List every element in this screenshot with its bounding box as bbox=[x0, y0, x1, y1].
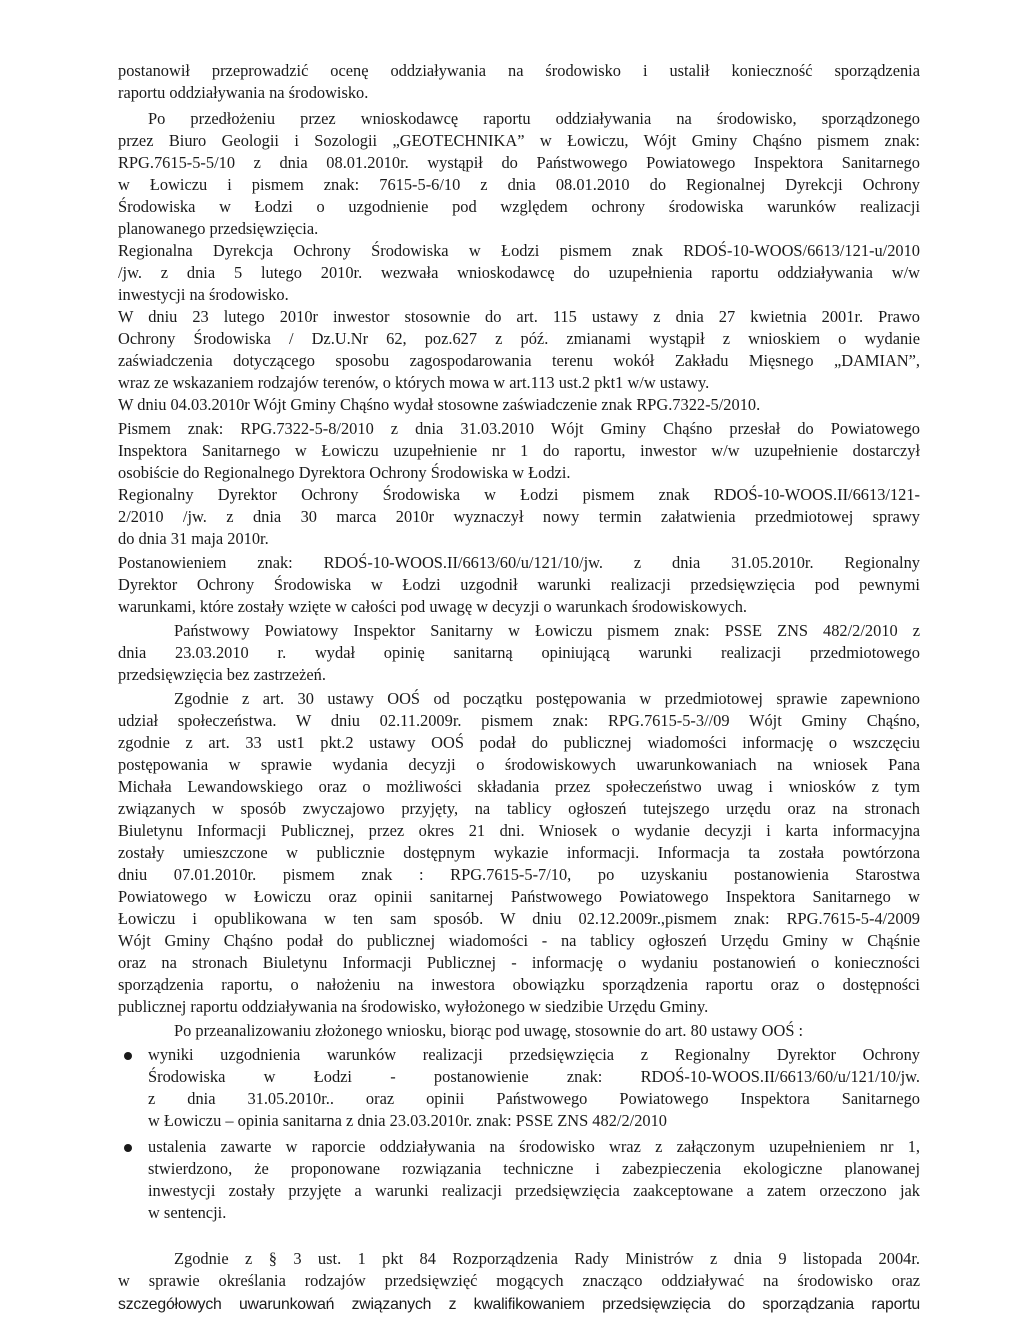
text-line: sporządzenia raportu, o nałożeniu na inwestora obowiązku sporządzenia raportu oraz o dostępności bbox=[118, 975, 920, 994]
text-line: publicznej raportu oddziaływania na środowisko, wyłożonego w siedzibie Urzędu Gminy. bbox=[118, 997, 709, 1016]
text-line: Inspektora Sanitarnego w Łowiczu uzupełnienie nr 1 do raportu, inwestor w/w uzupełnienie dostarczył bbox=[118, 441, 920, 460]
text-line: inwestycji na środowisko. bbox=[118, 285, 289, 304]
text-line: Po przedłożeniu przez wnioskodawcę raportu oddziaływania na środowisko, sporządzonego bbox=[148, 109, 920, 128]
text-line: w Łowiczu i pismem znak: 7615-5-6/10 z dnia 08.01.2010 do Regionalnej Dyrekcji Ochrony bbox=[118, 175, 920, 194]
text-line: przez Biuro Geologii i Sozologii „GEOTECHNIKA” w Łowiczu, Wójt Gminy Chąśno pismem znak: bbox=[118, 131, 920, 150]
text-line: postanowił przeprowadzić ocenę oddziaływania na środowisko i ustalił konieczność sporządzenia bbox=[118, 61, 920, 80]
text-line: 2/2010 /jw. z dnia 30 marca 2010r wyznaczył nowy termin załatwienia przedmiotowej sprawy bbox=[118, 507, 920, 526]
text-line: raportu oddziaływania na środowisko. bbox=[118, 83, 369, 102]
text-line: zostały umieszczone w publicznie dostępnym wykazie informacji. Informacja ta została powtórzona bbox=[118, 843, 920, 862]
text-line: udział społeczeństwa. W dniu 02.11.2009r. pismem znak: RPG.7615-5-3//09 Wójt Gminy Chąśno, bbox=[118, 711, 920, 730]
text-line: Po przeanalizowaniu złożonego wniosku, biorąc pod uwagę, stosownie do art. 80 ustawy OOŚ : bbox=[174, 1021, 804, 1040]
text-line: w sprawie określania rodzajów przedsięwzięć mogących znacząco oddziaływać na środowisko oraz bbox=[118, 1271, 920, 1290]
text-line: Pismem znak: RPG.7322-5-8/2010 z dnia 31.03.2010 Wójt Gminy Chąśno przesłał do Powiatowego bbox=[118, 419, 920, 438]
text-line: w Łowiczu – opinia sanitarna z dnia 23.03.2010r. znak: PSSE ZNS 482/2/2010 bbox=[148, 1111, 667, 1130]
text-line: zaświadczenia dotyczącego sposobu zagospodarowania terenu wokół Zakładu Mięsnego „DAMIAN”, bbox=[118, 351, 920, 370]
text-line: dniu 07.01.2010r. pismem znak : RPG.7615-5-7/10, po uzyskaniu postanowienia Starostwa bbox=[118, 865, 920, 884]
text-line: ustalenia zawarte w raporcie oddziaływania na środowisko wraz z załączonym uzupełnieniem nr 1, bbox=[148, 1137, 920, 1156]
text-line: planowanego przedsięwzięcia. bbox=[118, 219, 319, 238]
text-line: Łowiczu i opublikowana w ten sam sposób. W dniu 02.12.2009r.,pismem znak: RPG.7615-5-4/2009 bbox=[118, 909, 920, 928]
text-line: inwestycji zostały przyjęte a warunki realizacji przedsięwzięcia zaakceptowane a zatem orzeczono jak bbox=[148, 1181, 920, 1200]
text-line: szczegółowych uwarunkowań związanych z kwalifikowaniem przedsięwzięcia do sporządzania raportu bbox=[118, 1296, 920, 1313]
text-line: Środowiska w Łodzi o uzgodnienie pod względem ochrony środowiska warunków realizacji bbox=[118, 197, 920, 216]
text-line: przedsięwzięcia bez zastrzeżeń. bbox=[118, 665, 326, 684]
text-line: osobiście do Regionalnego Dyrektora Ochrony Środowiska w Łodzi. bbox=[118, 463, 571, 482]
text-line: Dyrektor Ochrony Środowiska w Łodzi uzgodnił warunki realizacji przedsięwzięcia pod pewnymi bbox=[118, 575, 920, 594]
text-line: związanych w sposób zwyczajowo przyjęty, na tablicy ogłoszeń tutejszego urzędu oraz na stronach bbox=[118, 799, 920, 818]
text-line: Wójt Gminy Chąśno podał do publicznej wiadomości - na tablicy ogłoszeń Urzędu Gminy w Chąśnie bbox=[118, 931, 920, 950]
text-line: Środowiska w Łodzi - postanowienie znak: RDOŚ-10-WOOS.II/6613/60/u/121/10/jw. bbox=[148, 1067, 920, 1086]
text-line: wraz ze wskazaniem rodzajów terenów, o których mowa w art.113 ust.2 pkt1 w/w ustawy. bbox=[118, 373, 710, 392]
text-line: postępowania w sprawie wydania decyzji o środowiskowych uwarunkowaniach na wniosek Pana bbox=[118, 755, 920, 774]
text-line: warunkami, które zostały wzięte w całości pod uwagę w decyzji o warunkach środowiskowych. bbox=[118, 597, 748, 616]
text-line: W dniu 23 lutego 2010r inwestor stosownie do art. 115 ustawy z dnia 27 kwietnia 2001r. Prawo bbox=[118, 307, 920, 326]
text-line: Regionalny Dyrektor Ochrony Środowiska w Łodzi pismem znak RDOŚ-10-WOOS.II/6613/121- bbox=[118, 485, 920, 504]
text-line: Postanowieniem znak: RDOŚ-10-WOOS.II/6613/60/u/121/10/jw. z dnia 31.05.2010r. Regionalny bbox=[118, 553, 920, 572]
text-line: Biuletynu Informacji Publicznej, przez okres 21 dni. Wniosek o wydanie decyzji i karta informacyjna bbox=[118, 821, 920, 840]
text-line: z dnia 31.05.2010r.. oraz opinii Państwowego Powiatowego Inspektora Sanitarnego bbox=[148, 1089, 920, 1108]
text-line: Zgodnie z art. 30 ustawy OOŚ od początku postępowania w przedmiotowej sprawie zapewniono bbox=[174, 689, 920, 708]
bullet-icon bbox=[124, 1144, 132, 1152]
text-line: RPG.7615-5-5/10 z dnia 08.01.2010r. wystąpił do Państwowego Powiatowego Inspektora Sanitarnego bbox=[118, 153, 920, 172]
text-line: Państwowy Powiatowy Inspektor Sanitarny w Łowiczu pismem znak: PSSE ZNS 482/2/2010 z bbox=[174, 621, 920, 640]
text-line: Michała Lewandowskiego oraz o możliwości składania przez społeczeństwo uwag i wniosków z tym bbox=[118, 777, 920, 796]
text-line: oraz na stronach Biuletynu Informacji Publicznej - informację o wydaniu postanowień o konieczności bbox=[118, 953, 920, 972]
text-line: stwierdzono, że proponowane rozwiązania techniczne i zabezpieczenia ekologiczne planowanej bbox=[148, 1159, 920, 1178]
bullet-icon bbox=[124, 1052, 132, 1060]
text-line: do dnia 31 maja 2010r. bbox=[118, 529, 269, 548]
text-line: wyniki uzgodnienia warunków realizacji przedsięwzięcia z Regionalny Dyrektor Ochrony bbox=[148, 1045, 920, 1064]
text-line: zgodnie z art. 33 ust1 pkt.2 ustawy OOŚ podał do publicznej wiadomości informację o wszczęciu bbox=[118, 733, 920, 752]
text-line: w sentencji. bbox=[148, 1203, 227, 1222]
text-line: Regionalna Dyrekcja Ochrony Środowiska w Łodzi pismem znak RDOŚ-10-WOOS/6613/121-u/2010 bbox=[118, 241, 920, 260]
text-line: Ochrony Środowiska / Dz.U.Nr 62, poz.627 z póź. zmianami wystąpił z wnioskiem o wydanie bbox=[118, 329, 920, 348]
text-line: Powiatowego w Łowiczu oraz opinii sanitarnej Państwowego Powiatowego Inspektora Sanitarnego w bbox=[118, 887, 920, 906]
text-line: dnia 23.03.2010 r. wydał opinię sanitarną opiniującą warunki realizacji przedmiotowego bbox=[118, 643, 920, 662]
text-line: /jw. z dnia 5 lutego 2010r. wezwała wnioskodawcę do uzupełnienia raportu oddziaływania w/w bbox=[118, 263, 920, 282]
text-line: W dniu 04.03.2010r Wójt Gminy Chąśno wydał stosowne zaświadczenie znak RPG.7322-5/2010. bbox=[118, 395, 761, 414]
text-line: Zgodnie z § 3 ust. 1 pkt 84 Rozporządzenia Rady Ministrów z dnia 9 listopada 2004r. bbox=[174, 1249, 920, 1268]
